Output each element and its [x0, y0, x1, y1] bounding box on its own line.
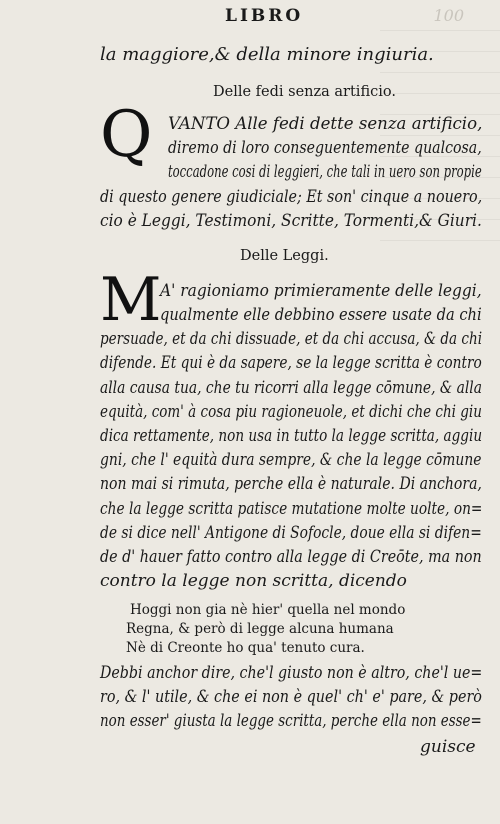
text-line: de si dice nell' Antigone di Sofocle, doue ella si difen=: [100, 523, 482, 543]
text-line: cio è Leggi, Testimoni, Scritte, Tormenti,& Giuri.: [100, 211, 482, 231]
section-heading-leggi: Delle Leggi.: [240, 248, 329, 264]
verse-line: Nè di Creonte ho qua' tenuto cura.: [126, 640, 365, 656]
text-line: gni, che l' equità dura sempre, & che la legge cōmune: [100, 450, 482, 470]
verse-line: Regna, & però di legge alcuna humana: [126, 621, 394, 637]
text-line: dica rettamente, non usa in tutto la legge scritta, aggiu: [100, 426, 483, 446]
text-line: diremo di loro conseguentemente qualcosa,: [168, 138, 482, 158]
text-line: toccadone cosi di leggieri, che tali in uero son propie: [168, 162, 482, 182]
text-line: difende. Et qui è da sapere, se la legge scritta è contro: [100, 353, 482, 373]
text-line: VANTO Alle fedi dette senza artificio,: [168, 114, 483, 134]
text-line: Debbi anchor dire, che'l giusto non è altro, che'l ue=: [100, 663, 483, 683]
dropcap-m: M: [100, 265, 162, 335]
text-line: di questo genere giudiciale; Et son' cinque a nouero,: [100, 187, 483, 207]
text-line: A' ragioniamo primieramente delle leggi,: [160, 281, 482, 301]
text-line: de d' hauer fatto contro alla legge di Creōte, ma non: [100, 547, 482, 567]
text-line: contro la legge non scritta, dicendo: [100, 571, 407, 591]
page-number-ghost: 100: [433, 6, 464, 25]
catchword: guisce: [420, 737, 476, 757]
text-line: non mai si rimuta, perche ella è naturale. Di anchora,: [100, 474, 482, 494]
text-line: alla causa tua, che tu ricorri alla legge cōmune, & alla: [100, 378, 482, 398]
text-line: persuade, et da chi dissuade, et da chi accusa, & da chi: [100, 329, 483, 349]
text-line: che la legge scritta patisce mutatione molte uolte, on=: [100, 499, 483, 519]
text-line: qualmente elle debbino essere usate da chi: [160, 305, 482, 325]
intro-line: la maggiore,& della minore ingiuria.: [100, 44, 434, 65]
section-heading-fedi: Delle fedi senza artificio.: [213, 84, 396, 100]
text-line: non esser' giusta la legge scritta, perche ella non esse=: [100, 711, 482, 731]
verse-line: Hoggi non gia nè hier' quella nel mondo: [130, 602, 406, 618]
text-line: ro, & l' utile, & che ei non è quel' ch' e' pare, & però: [100, 687, 482, 707]
running-head: LIBRO: [225, 6, 304, 26]
dropcap-q: Q: [100, 98, 153, 172]
text-line: equità, com' à cosa piu ragioneuole, et dichi che chi giu: [100, 402, 482, 422]
